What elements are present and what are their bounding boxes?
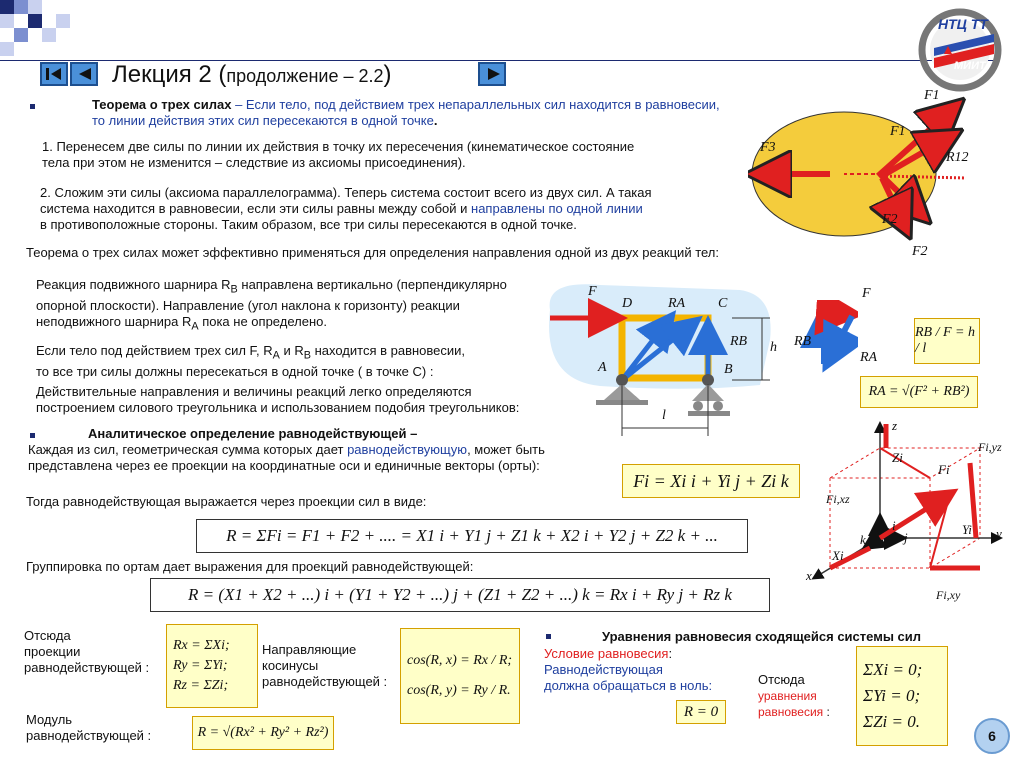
three-forces-diagram [748, 86, 1018, 266]
label-highlight: равновесия [758, 705, 824, 719]
equilibrium-text-part: то все три силы должны пересекаться в одной точке ( в точке C) : [36, 363, 434, 379]
label-highlight: уравнения [758, 689, 817, 703]
label-c: C [718, 296, 728, 311]
unit-j-label: j [904, 530, 908, 545]
label-f2: F2 [912, 244, 928, 259]
bullet-icon [546, 634, 551, 639]
label-zi: Zi [892, 450, 903, 465]
equilibrium-text-part: Если тело под действием трех сил F, R [36, 343, 273, 358]
bullet-icon [30, 433, 35, 438]
force-projection-formula: Fi = Xi i + Yi j + Zi k [622, 464, 800, 498]
deco-square [0, 42, 14, 56]
page-number-badge [974, 718, 1010, 754]
label-line: Направляющие [262, 642, 357, 657]
sum-z-equation: ΣZi = 0. [863, 712, 921, 731]
unit-i-label: i [892, 518, 896, 533]
label-fi: Fi [938, 462, 950, 477]
subscript: A [191, 320, 199, 333]
cosines-formula [400, 628, 520, 724]
label-rb-triangle: RB [794, 334, 812, 349]
analytic-text-part: Группировка по ортам дает выражения для проекций равнодействующей: [26, 559, 474, 574]
rz-formula: Rz = ΣZi; [173, 678, 229, 693]
logo-text: НТЦ ТТ [938, 16, 988, 32]
grouped-resultant-formula: R = (X1 + X2 + ...) i + (Y1 + Y2 + ...) j + (Z1 + Z2 + ...) k = Rx i + Ry j + Rz k [150, 578, 770, 612]
projections-formula [166, 624, 258, 708]
sum-y-equation: ΣYi = 0; [863, 686, 921, 705]
subscript: B [303, 349, 311, 362]
label-ra-triangle: RA [860, 350, 878, 365]
cos-y-formula: cos(R, y) = Ry / R. [407, 683, 511, 698]
usage-text: Теорема о трех силах может эффективно применяться для определения направления одной из двух реакций тел: [26, 245, 719, 260]
step-2-highlight: направлены по одной линии [471, 201, 643, 216]
step-1-line: тела при этом не изменится – следствие из аксиомы присоединения). [42, 155, 466, 170]
page-title: Лекция 2 (продолжение – 2.2) [112, 61, 392, 88]
ra-formula: RA = √(F² + RB²) [860, 376, 978, 408]
prev-slide-button[interactable] [70, 62, 98, 86]
analytic-text-part: , может быть [467, 442, 545, 457]
rx-formula: Rx = ΣXi; [173, 638, 230, 653]
theorem-text: Если тело, под действием трех непараллельных сил находится в равновесии, [245, 97, 720, 112]
dash: – [231, 97, 246, 112]
directions-line: Действительные направления и величины реакций легко определяются [36, 384, 472, 399]
label-line: Отсюда [758, 672, 805, 687]
projections-label [24, 628, 149, 676]
label-xi: Xi [832, 548, 844, 563]
label-fi-yz: Fi,yz [978, 440, 1002, 454]
label-line: косинусы [262, 658, 319, 673]
axis-y-label: y [996, 526, 1002, 541]
analytic-text [28, 442, 608, 474]
label-b: B [724, 362, 733, 377]
label-f: F [588, 284, 597, 299]
sum-x-equation: ΣXi = 0; [863, 660, 923, 679]
reaction-text-part: пока не определено. [198, 313, 327, 329]
deco-square [14, 0, 28, 14]
unit-k-label: k [860, 532, 866, 547]
reaction-text-part: Реакция подвижного шарнира R [36, 277, 231, 292]
label-line: проекции [24, 644, 81, 659]
step-2-line: 2. Сложим эти силы (аксиома параллелограмма). Теперь система состоит всего из двух сил. А такая [40, 185, 652, 200]
condition-text: Равнодействующая [544, 662, 663, 677]
modulus-label [26, 712, 151, 744]
logo-sub: МИИТ [954, 60, 986, 72]
bar-icon [46, 68, 49, 80]
label-fi-xz: Fi,xz [826, 492, 850, 506]
resultant-sum-formula: R = ΣFi = F1 + F2 + .... = X1 i + Y1 j + Z1 k + X2 i + Y2 j + Z2 k + ... [196, 519, 748, 553]
triangle-left-icon [79, 68, 91, 80]
axis-x-label: x [806, 568, 812, 583]
deco-square [56, 14, 70, 28]
equilibrium-equations-label [758, 672, 830, 720]
step-1-line: 1. Перенесем две силы по линии их действия в точку их пересечения (кинематическое состояние [42, 139, 635, 154]
deco-square [0, 14, 14, 28]
label-fi-xy: Fi,xy [936, 588, 961, 602]
reaction-text-part: опорной плоскости). Направление (угол наклона к горизонту) реакции [36, 297, 460, 313]
bullet-icon [30, 104, 35, 109]
label-a: A [598, 360, 607, 375]
subscript: A [272, 349, 280, 362]
deco-square [42, 28, 56, 42]
triangle-right-icon [488, 68, 500, 80]
analytic-text-part: представлена через ее проекции на координатные оси и единичные векторы (орты): [28, 458, 540, 473]
step-2-line: в противоположные стороны. Таким образом, все три силы пересекаются в одной точке. [40, 217, 577, 232]
label-line: Модуль [26, 712, 73, 727]
step-2-text: система находится в равновесии, если эти силы равны между собой и [40, 201, 472, 216]
label-f1: F1 [924, 88, 940, 103]
step-2 [40, 185, 760, 233]
reaction-text-part: неподвижного шарнира R [36, 313, 192, 329]
reaction-text-part: направлена вертикально (перпендикулярно [237, 277, 507, 292]
equilibrium-equations [856, 646, 948, 746]
period: . [433, 113, 438, 128]
label-line: Отсюда [24, 628, 71, 643]
colon: : [823, 705, 830, 719]
label-f2-moved: F2 [882, 212, 898, 227]
subscript: B [230, 283, 238, 296]
label-l: l [662, 408, 666, 423]
ratio-formula: RB / F = h / l [914, 318, 980, 364]
cosines-label [262, 642, 387, 690]
equilibrium-text [36, 343, 556, 380]
equilibrium-text-part: находится в равновесии, [310, 343, 466, 358]
label-yi: Yi [962, 522, 972, 537]
label-ra: RA [668, 296, 686, 311]
theorem-statement [92, 97, 802, 129]
label-rb: RB [730, 334, 748, 349]
ry-formula: Ry = ΣYi; [173, 658, 228, 673]
deco-square [0, 0, 14, 14]
theorem-label: Теорема о трех силах [92, 97, 232, 112]
deco-square [28, 0, 42, 14]
directions-line: построением силового треугольника и использованием подобия треугольников: [36, 400, 520, 415]
label-f1-moved: F1 [890, 124, 906, 139]
equilibrium-title: Уравнения равновесия сходящейся системы сил [602, 629, 922, 644]
actual-directions-text [36, 384, 576, 416]
next-slide-button[interactable] [478, 62, 506, 86]
label-line: равнодействующей : [262, 674, 388, 689]
condition-label: Условие равновесия [544, 646, 669, 661]
label-d: D [622, 296, 633, 311]
label-h: h [770, 340, 777, 355]
label-line: равнодействующей : [26, 728, 152, 743]
label-f3: F3 [760, 140, 776, 155]
deco-square [14, 28, 28, 42]
analytic-text-part: Тогда равнодействующая выражается через проекции сил в виде: [26, 494, 427, 509]
reaction-text [36, 277, 556, 334]
label-r12: R12 [946, 150, 969, 165]
page-number: 6 [988, 728, 996, 744]
deco-square [28, 14, 42, 28]
zero-resultant-formula: R = 0 [676, 700, 726, 724]
modulus-formula: R = √(Rx² + Ry² + Rz²) [192, 716, 334, 750]
triangle-left-icon [51, 68, 61, 80]
logo [914, 8, 1006, 92]
equilibrium-text-part: и R [279, 343, 304, 358]
cos-x-formula: cos(R, x) = Rx / R; [407, 653, 513, 668]
colon: : [668, 646, 673, 661]
theorem-text: то линии действия этих сил пересекаются в одной точке [92, 113, 434, 128]
label-line: равнодействующей : [24, 660, 150, 675]
axis-z-label: z [892, 418, 898, 433]
step-1 [42, 139, 762, 171]
analytic-title: Аналитическое определение равнодействующей – [88, 426, 418, 441]
first-slide-button[interactable] [40, 62, 68, 86]
condition-text: должна обращаться в ноль: [544, 678, 713, 693]
label-f-triangle: F [862, 286, 871, 301]
analytic-highlight: равнодействующую [347, 442, 468, 457]
analytic-text-part: Каждая из сил, геометрическая сумма которых дает [28, 442, 348, 457]
equilibrium-condition [544, 646, 712, 694]
